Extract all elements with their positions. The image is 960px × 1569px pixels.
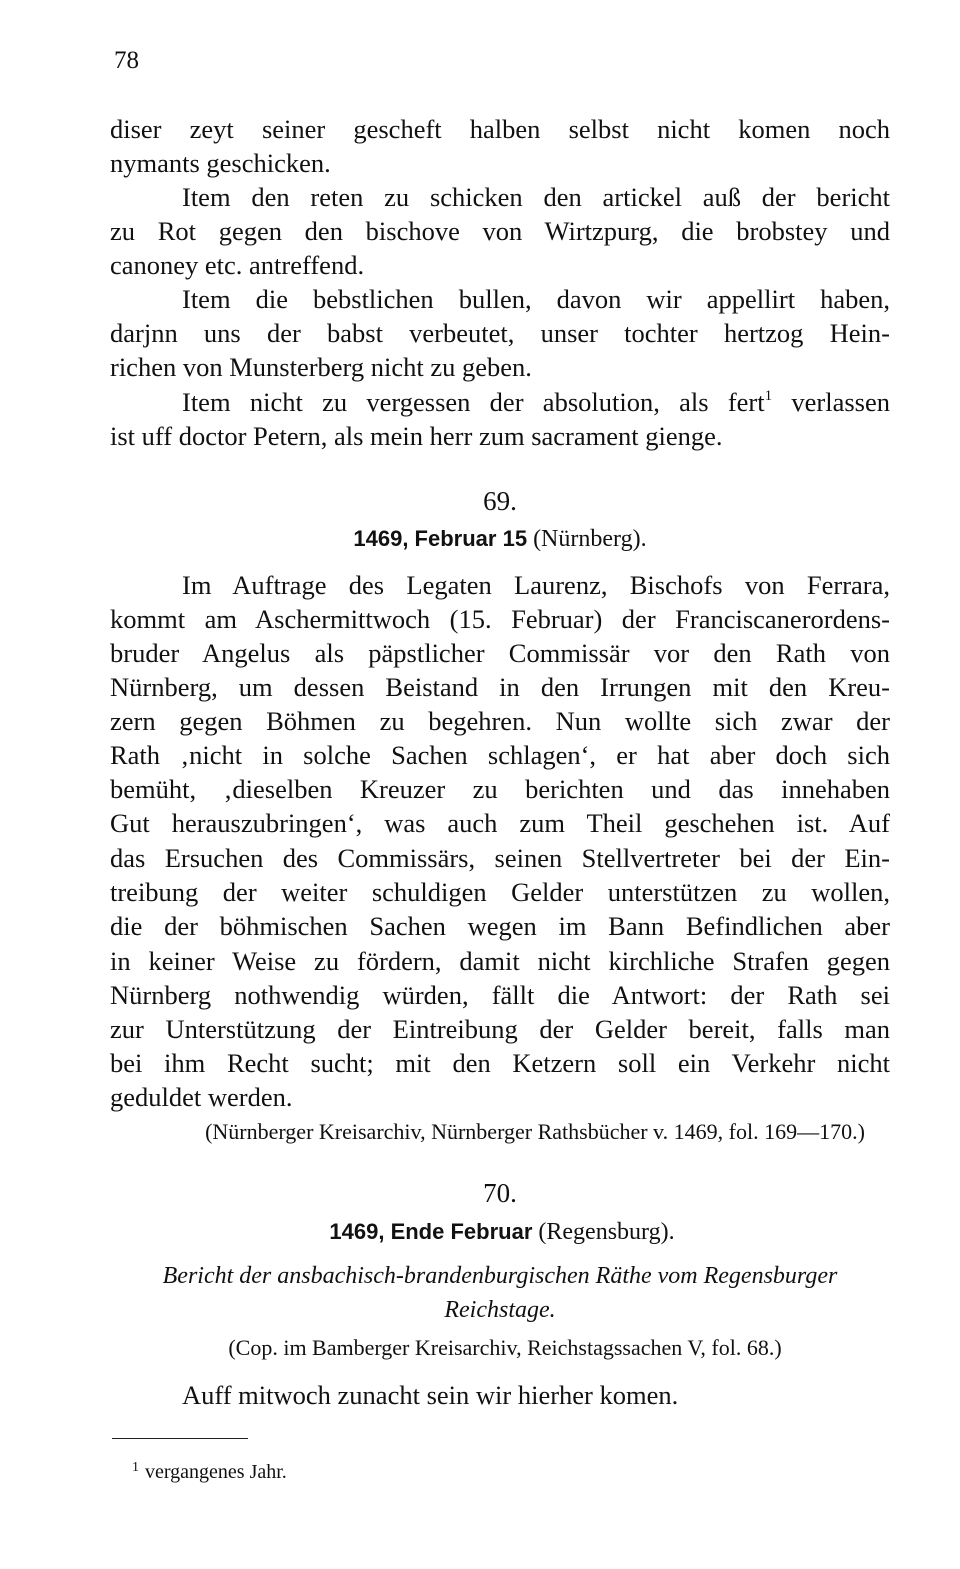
text-line: in keiner Weise zu fördern, damit nicht kirchliche Strafen gegen (110, 946, 890, 976)
text-line: zur Unterstützung der Eintreibung der Gelder bereit, falls man (110, 1014, 890, 1044)
text-line: bei ihm Recht sucht; mit den Ketzern soll ein Verkehr nicht (110, 1048, 890, 1078)
document-date (20, 524, 960, 554)
source-citation: (Nürnberger Kreisarchiv, Nürnberger Rathsbücher v. 1469, fol. 169—170.) (205, 1119, 865, 1144)
text-line: zu Rot gegen den bischove von Wirtzpurg, die brobstey und (110, 216, 890, 246)
footnote-reference: 1 (764, 388, 773, 404)
text-line: geduldet werden. (110, 1082, 293, 1112)
date-place: (Nürnberg). (533, 526, 647, 552)
text-line: zern gegen Böhmen zu begehren. Nun wollte sich zwar der (110, 706, 890, 736)
document-date (22, 1217, 960, 1247)
footnote (132, 1455, 287, 1485)
text-line: die der böhmischen Sachen wegen im Bann Befindlichen aber (110, 911, 890, 941)
text-line: ist uff doctor Petern, als mein herr zum sacrament gienge. (110, 421, 723, 451)
text-line: diser zeyt seiner gescheft halben selbst nicht komen noch (110, 114, 890, 144)
text-line: Item den reten zu schicken den artickel auß der bericht (182, 182, 890, 212)
text-line: Rath ‚nicht in solche Sachen schlagen‘, er hat aber doch sich (110, 740, 890, 770)
page-number: 78 (114, 47, 139, 74)
text-line: bruder Angelus als päpstlicher Commissär vor den Rath von (110, 638, 890, 668)
text-line: darjnn uns der babst verbeutet, unser tochter hertzog Hein- (110, 318, 890, 348)
text-line: Im Auftrage des Legaten Laurenz, Bischofs von Ferrara, (182, 570, 890, 600)
text-line: Nürnberg, um dessen Beistand in den Irrungen mit den Kreu- (110, 672, 890, 702)
footnote-text: vergangenes Jahr. (145, 1461, 287, 1483)
text-line: richen von Munsterberg nicht zu geben. (110, 352, 532, 382)
document-number: 70. (483, 1178, 517, 1208)
date-bold: 1469, Ende Februar (329, 1219, 533, 1244)
text-line: Gut herauszubringen‘, was auch zum Theil geschehen ist. Auf (110, 808, 890, 838)
text-line: Auff mitwoch zunacht sein wir hierher komen. (182, 1380, 679, 1410)
footnote-mark: 1 (132, 1460, 139, 1475)
source-citation: (Cop. im Bamberger Kreisarchiv, Reichstagssachen V, fol. 68.) (228, 1335, 782, 1360)
text-line: nymants geschicken. (110, 148, 331, 178)
document-summary: Bericht der ansbachisch-brandenburgischen Räthe vom Regensburger (162, 1263, 838, 1289)
footnote-divider (112, 1438, 248, 1439)
text-line: kommt am Aschermittwoch (15. Februar) der Franciscanerordens- (110, 604, 890, 634)
text-line: das Ersuchen des Commissärs, seinen Stellvertreter bei der Ein- (110, 843, 890, 873)
text-line: Nürnberg nothwendig würden, fällt die Antwort: der Rath sei (110, 980, 890, 1010)
text-line: bemüht, ‚dieselben Kreuzer zu berichten und das innehaben (110, 774, 890, 804)
date-place: (Regensburg). (538, 1219, 675, 1245)
text-fragment: Item nicht zu vergessen der absolution, als fert (182, 387, 765, 417)
document-number: 69. (483, 486, 517, 516)
text-line: Item die bebstlichen bullen, davon wir appellirt haben, (182, 284, 890, 314)
date-bold: 1469, Februar 15 (353, 526, 528, 551)
document-summary: Reichstage. (444, 1297, 556, 1323)
text-fragment: verlassen (791, 387, 890, 417)
text-line: treibung der weiter schuldigen Gelder unterstützen zu wollen, (110, 877, 890, 907)
text-line: canoney etc. antreffend. (110, 250, 365, 280)
text-line-with-footnote-ref (182, 385, 890, 419)
